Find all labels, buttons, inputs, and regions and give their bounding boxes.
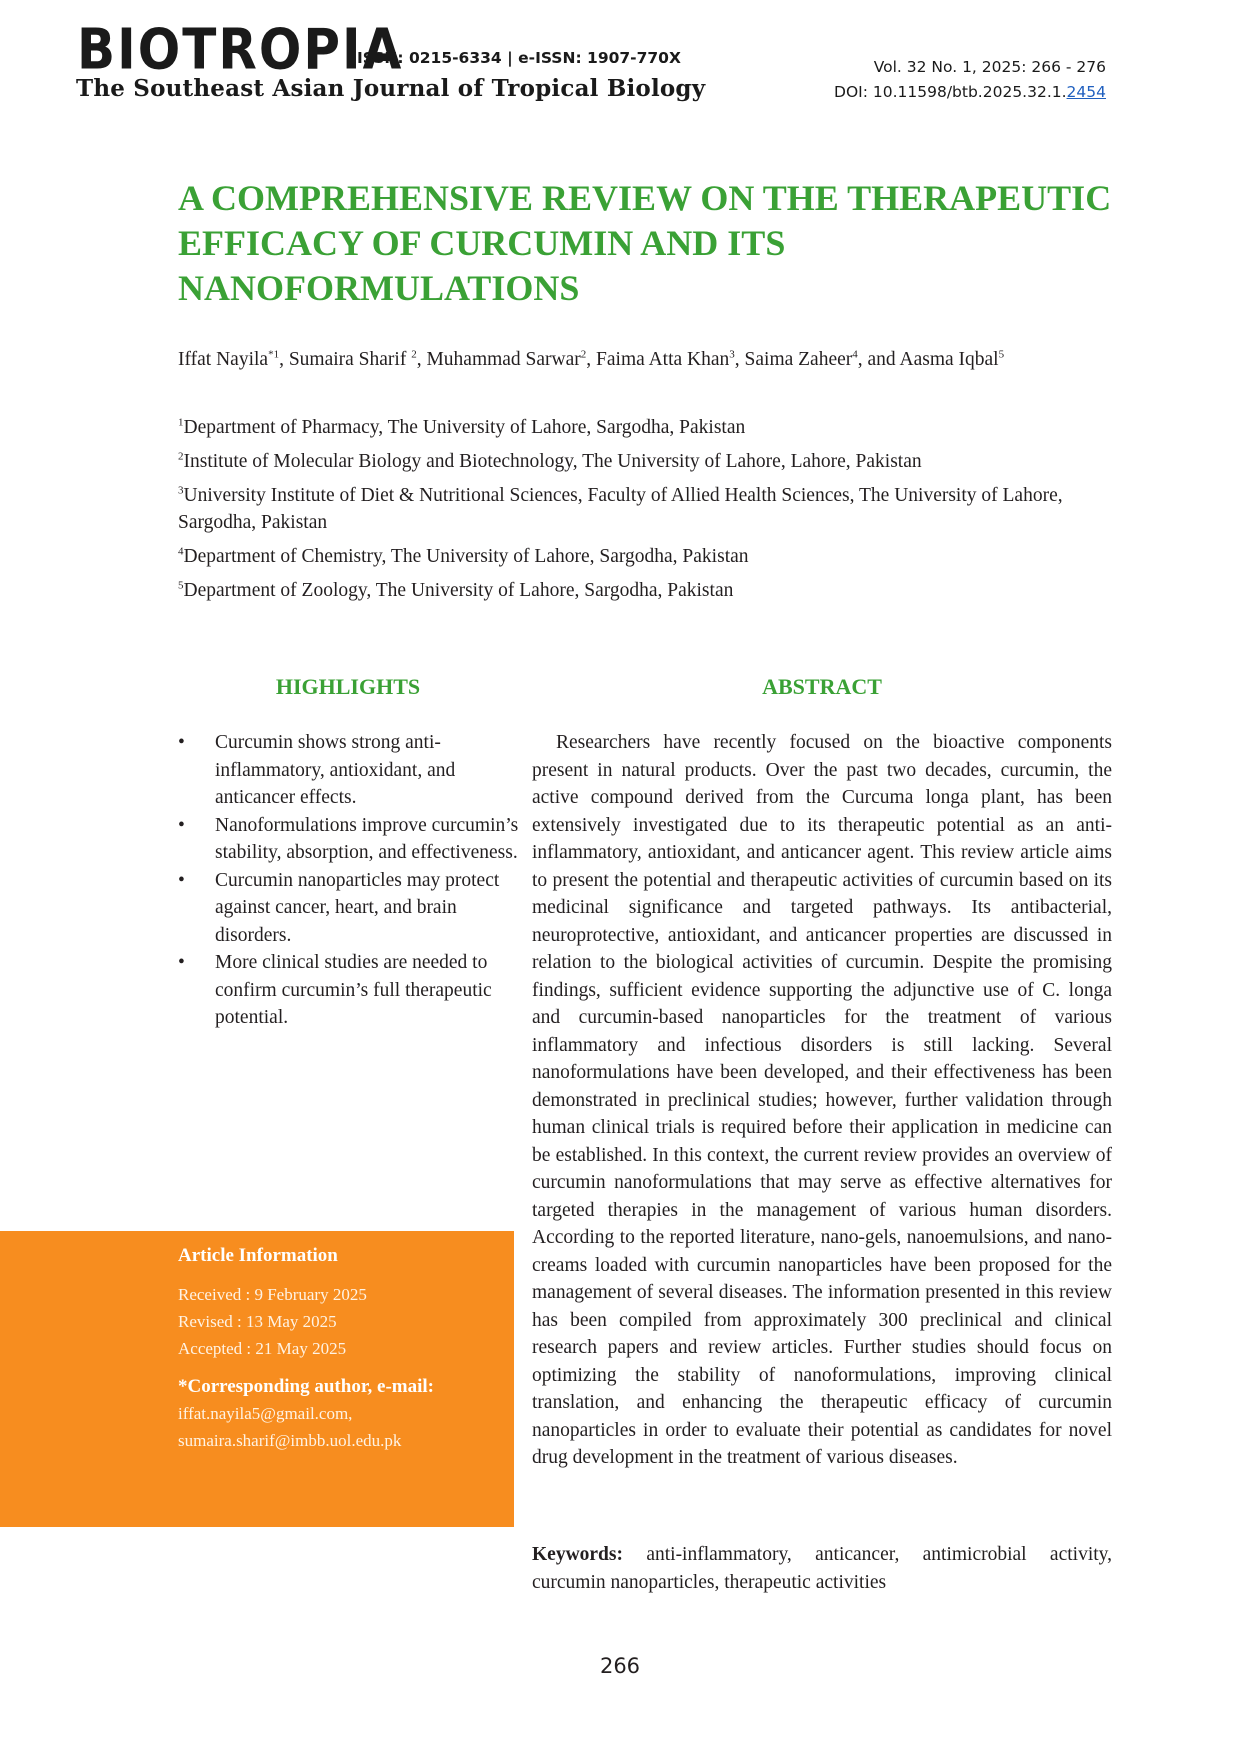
email-1[interactable]: iffat.nayila5@gmail.com, bbox=[178, 1404, 353, 1423]
author-sep: , and bbox=[857, 349, 900, 370]
author-4: Faima Atta Khan bbox=[596, 349, 730, 370]
affiliation-text: Institute of Molecular Biology and Biotechnology, The University of Lahore, Lahore, Pakistan bbox=[183, 451, 922, 472]
affiliation-num: 5 bbox=[178, 579, 184, 592]
affiliation-4 bbox=[178, 543, 1138, 570]
author-5-sup: 4 bbox=[852, 348, 858, 361]
author-5: Saima Zaheer bbox=[744, 349, 853, 370]
bullet-icon: • bbox=[178, 952, 185, 973]
affiliation-text: Department of Chemistry, The University of Lahore, Sargodha, Pakistan bbox=[183, 546, 749, 567]
article-info-heading: Article Information bbox=[178, 1245, 338, 1266]
abstract-heading: ABSTRACT bbox=[762, 674, 882, 699]
article-info-content bbox=[178, 1245, 508, 1454]
journal-name: The Southeast Asian Journal of Tropical Biology bbox=[76, 75, 706, 102]
author-2-sup: 2 bbox=[411, 348, 417, 361]
corresponding-heading: *Corresponding author, e-mail: bbox=[178, 1376, 434, 1397]
highlight-text: Curcumin nanoparticles may protect against cancer, heart, and brain disorders. bbox=[215, 869, 500, 946]
volume-line: Vol. 32 No. 1, 2025: 266 - 276 bbox=[873, 58, 1106, 76]
journal-logo: BIOTROPIA bbox=[77, 16, 404, 82]
author-6: Aasma Iqbal bbox=[899, 349, 999, 370]
highlight-item bbox=[178, 867, 523, 950]
affiliation-text: University Institute of Diet & Nutritional Sciences, Faculty of Allied Health Sciences, The University of Lahore, Sargodha, Pakistan bbox=[178, 485, 1063, 533]
doi-line bbox=[834, 80, 1106, 105]
author-sep: , bbox=[586, 349, 597, 370]
author-4-sup: 3 bbox=[729, 348, 735, 361]
author-6-sup: 5 bbox=[998, 348, 1005, 361]
affiliation-text: Department of Pharmacy, The University of Lahore, Sargodha, Pakistan bbox=[183, 417, 746, 438]
affiliation-2 bbox=[178, 448, 1138, 475]
affiliation-3 bbox=[178, 482, 1138, 536]
author-1-sup: *1 bbox=[268, 348, 280, 361]
keywords-text: anti-inflammatory, anticancer, antimicrobial activity, curcumin nanoparticles, therapeutic activities bbox=[532, 1544, 1113, 1593]
abstract-text: Researchers have recently focused on the bioactive components present in natural products. Over the past two decades, curcumin, the active compound derived from the Curcuma longa plant, has been extensively investigated due to its therapeutic potential as an anti-inflammatory, antioxidant, and anticancer agent. This review article aims to present the potential and therapeutic activities of curcumin based on its medicinal significance and targeted pathways. Its antibacterial, neuroprotective, antioxidant, and anticancer properties are discussed in relation to the biological activities of curcumin. Despite the promising findings, sufficient evidence supporting the adjunctive use of C. longa and curcumin-based nanoparticles for the treatment of various inflammatory and infectious disorders is still lacking. Several nanoformulations have been developed, and their effectiveness has been demonstrated in preclinical studies; however, further validation through human clinical trials is required before their application in medicine can be established. In this context, the current review provides an overview of curcumin nanoformulations that may serve as effective alternatives for targeted therapies in the management of various human disorders. According to the reported literature, nano-gels, nanoemulsions, and nano-creams loaded with curcumin nanoparticles have been proposed for the management of several diseases. The information presented in this review has been compiled from approximately 300 preclinical and clinical research papers and review articles. Further studies should focus on optimizing the stability of nanoformulations, improving clinical translation, and enhancing the therapeutic efficacy of curcumin nanoparticles in order to evaluate their potential as candidates for novel drug development in the treatment of various diseases. bbox=[532, 732, 1112, 1468]
affiliation-5 bbox=[178, 577, 1138, 604]
highlight-text: More clinical studies are needed to confirm curcumin’s full therapeutic potential. bbox=[215, 952, 492, 1028]
affiliation-1 bbox=[178, 414, 1138, 441]
highlight-item bbox=[178, 729, 523, 812]
bullet-icon: • bbox=[178, 732, 185, 753]
author-3-sup: 2 bbox=[580, 348, 587, 361]
author-sep: , bbox=[279, 349, 289, 370]
doi-prefix: DOI: 10.11598/btb.2025.32.1. bbox=[834, 83, 1067, 101]
keywords-label: Keywords: bbox=[532, 1544, 623, 1565]
author-list bbox=[178, 349, 1004, 371]
article-info-box bbox=[0, 1231, 514, 1527]
revised-date: Revised : 13 May 2025 bbox=[178, 1312, 337, 1331]
issn-line: ISSN: 0215-6334 | e-ISSN: 1907-770X bbox=[357, 49, 681, 67]
page-number: 266 bbox=[599, 1654, 641, 1678]
doi-link[interactable]: 2454 bbox=[1066, 83, 1106, 101]
highlights-heading: HIGHLIGHTS bbox=[275, 674, 421, 699]
email-2[interactable]: sumaira.sharif@imbb.uol.edu.pk bbox=[178, 1431, 402, 1450]
affiliation-num: 2 bbox=[178, 450, 184, 463]
author-sep: , bbox=[734, 349, 745, 370]
highlight-item bbox=[178, 812, 523, 867]
affiliation-num: 4 bbox=[178, 545, 184, 558]
author-3: Muhammad Sarwar bbox=[426, 349, 581, 370]
received-date: Received : 9 February 2025 bbox=[178, 1285, 367, 1304]
accepted-date: Accepted : 21 May 2025 bbox=[178, 1339, 347, 1358]
affiliations bbox=[178, 414, 1138, 611]
affiliation-text: Department of Zoology, The University of Lahore, Sargodha, Pakistan bbox=[183, 580, 734, 601]
volume-info bbox=[834, 55, 1106, 105]
affiliation-num: 1 bbox=[178, 416, 184, 429]
author-sep: , bbox=[416, 349, 427, 370]
highlight-text: Nanoformulations improve curcumin’s stability, absorption, and effectiveness. bbox=[215, 814, 519, 863]
bullet-icon: • bbox=[178, 814, 185, 836]
author-1: Iffat Nayila bbox=[178, 349, 269, 370]
affiliation-num: 3 bbox=[178, 484, 184, 497]
highlight-item bbox=[178, 949, 523, 1032]
highlight-text: Curcumin shows strong anti-inflammatory, antioxidant, and anticancer effects. bbox=[215, 732, 456, 808]
bullet-icon: • bbox=[178, 869, 185, 891]
keywords bbox=[532, 1541, 1112, 1596]
article-title: A COMPREHENSIVE REVIEW ON THE THERAPEUTIC EFFICACY OF CURCUMIN AND ITS NANOFORMULATIONS bbox=[178, 178, 1112, 308]
author-2: Sumaira Sharif bbox=[288, 349, 412, 370]
highlights-list bbox=[178, 729, 523, 1032]
